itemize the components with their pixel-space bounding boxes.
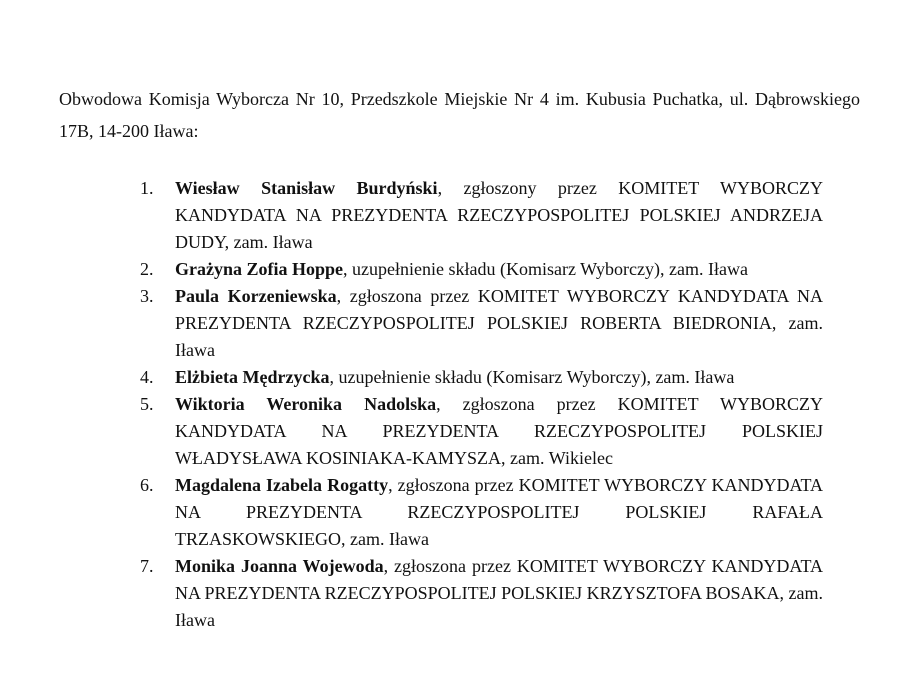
list-item-number: 7.	[140, 556, 154, 576]
list-item-number: 2.	[140, 259, 154, 279]
member-details: , zgłoszona przez KOMITET WYBORCZY KANDYDATA NA PREZYDENTA RZECZYPOSPOLITEJ POLSKIEJ WŁADYSŁAWA KOSINIAKA-KAMYSZA, zam. Wikielec	[175, 394, 823, 468]
member-details: , uzupełnienie składu (Komisarz Wyborczy), zam. Iława	[329, 367, 735, 387]
member-name: Magdalena Izabela Rogatty	[175, 475, 389, 495]
list-item	[140, 256, 823, 283]
list-item	[140, 364, 823, 391]
list-item-number: 1.	[140, 178, 154, 198]
member-name: Wiktoria Weronika Nadolska	[175, 394, 437, 414]
member-details: , zgłoszona przez KOMITET WYBORCZY KANDYDATA NA PREZYDENTA RZECZYPOSPOLITEJ POLSKIEJ RAFAŁA TRZASKOWSKIEGO, zam. Iława	[175, 475, 823, 549]
list-item-number: 6.	[140, 475, 154, 495]
member-details: , uzupełnienie składu (Komisarz Wyborczy), zam. Iława	[343, 259, 748, 279]
list-item-text	[175, 283, 823, 364]
list-item-text	[175, 256, 823, 283]
list-item	[140, 283, 823, 364]
member-details: , zgłoszona przez KOMITET WYBORCZY KANDYDATA NA PREZYDENTA RZECZYPOSPOLITEJ POLSKIEJ ROBERTA BIEDRONIA, zam. Iława	[175, 286, 824, 360]
list-item	[140, 472, 823, 553]
list-item-number: 4.	[140, 367, 154, 387]
members-list	[140, 175, 823, 634]
member-name: Grażyna Zofia Hoppe	[175, 259, 344, 279]
list-item	[140, 391, 823, 472]
member-details: , zgłoszony przez KOMITET WYBORCZY KANDYDATA NA PREZYDENTA RZECZYPOSPOLITEJ POLSKIEJ ANDRZEJA DUDY, zam. Iława	[175, 178, 823, 252]
list-item	[140, 175, 823, 256]
list-item-text	[175, 553, 823, 634]
list-item-text	[175, 472, 823, 553]
list-item-text	[175, 364, 823, 391]
list-item-number: 5.	[140, 394, 154, 414]
member-name: Wiesław Stanisław Burdyński	[175, 178, 438, 198]
member-name: Monika Joanna Wojewoda	[175, 556, 384, 576]
list-item-text	[175, 175, 823, 256]
commission-heading: Obwodowa Komisja Wyborcza Nr 10, Przedszkole Miejskie Nr 4 im. Kubusia Puchatka, ul. Dąbrowskiego 17B, 14-200 Iława:	[59, 89, 860, 141]
member-name: Elżbieta Mędrzycka	[175, 367, 330, 387]
list-item-text	[175, 391, 823, 472]
list-item	[140, 553, 823, 634]
member-name: Paula Korzeniewska	[175, 286, 337, 306]
list-item-number: 3.	[140, 286, 154, 306]
member-details: , zgłoszona przez KOMITET WYBORCZY KANDYDATA NA PREZYDENTA RZECZYPOSPOLITEJ POLSKIEJ KRZYSZTOFA BOSAKA, zam. Iława	[175, 556, 823, 630]
